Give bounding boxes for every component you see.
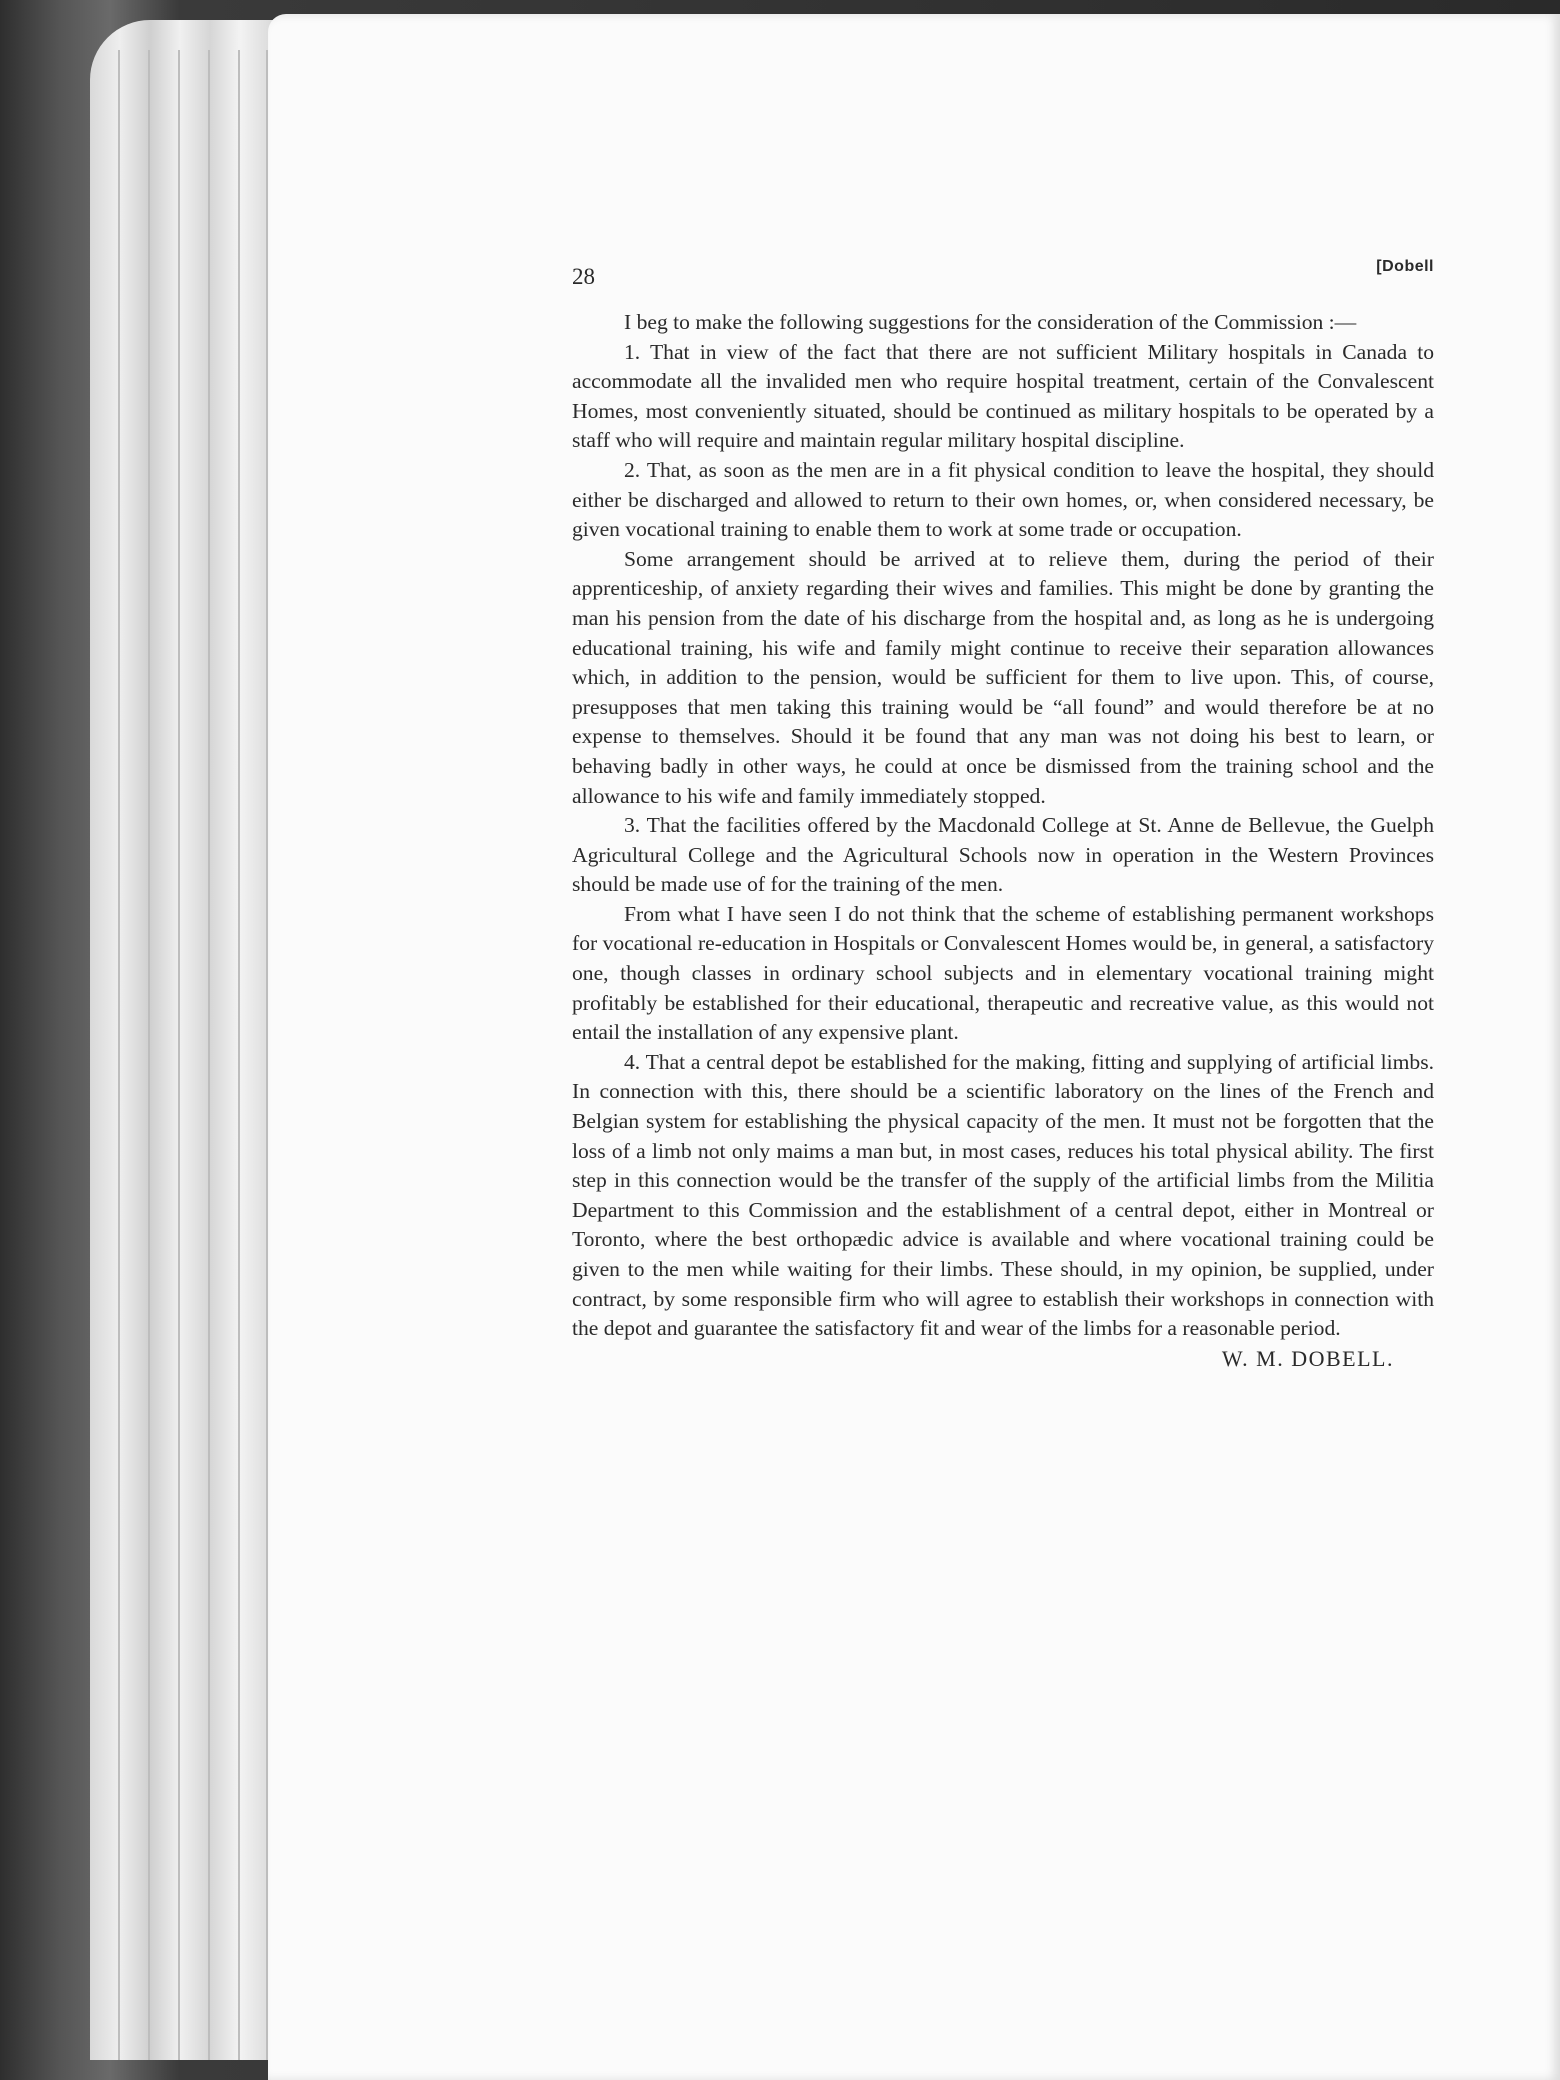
running-head: [Dobell <box>1376 258 1434 275</box>
page-header <box>572 252 1434 308</box>
paragraph-suggestion-3: 3. That the facilities offered by the Macdonald College at St. Anne de Bellevue, the Guelph Agricultural College and the Agricultural Schools now in operation in the Western Provinces should be made use of for the training of the men. <box>572 813 1434 897</box>
paragraph-arrangement: Some arrangement should be arrived at to relieve them, during the period of their apprenticeship, of anxiety regarding their wives and families. This might be done by granting the man his pension from the date of his discharge from the hospital and, as long as he is undergoing educational training, his wife and family might continue to receive their separation allowances which, in addition to the pension, would be sufficient for them to live upon. This, of course, presupposes that men taking this training would be “all found” and would therefore be at no expense to themselves. Should it be found that any man was not doing his best to learn, or behaving badly in other ways, he could at once be dismissed from the training school and the allowance to his wife and family immediately stopped. <box>572 546 1434 808</box>
page-text-block <box>572 252 1434 1372</box>
paragraph-workshops: From what I have seen I do not think that the scheme of establishing permanent workshops for vocational re-education in Hospitals or Convalescent Homes would be, in general, a satisfactory one, though classes in ordinary school subjects and in elementary vocational training might profitably be established for their educational, therapeutic and recreative value, as this would not entail the installation of any expensive plant. <box>572 901 1434 1045</box>
paragraph-suggestion-2: 2. That, as soon as the men are in a fit physical condition to leave the hospital, they should either be discharged and allowed to return to their own homes, or, when considered necessary, be given vocational training to enable them to work at some trade or occupation. <box>572 457 1434 542</box>
paragraph-intro: I beg to make the following suggestions for the consideration of the Commission :— <box>624 310 1357 334</box>
page-number: 28 <box>572 264 595 289</box>
paragraph-suggestion-1: 1. That in view of the fact that there are not sufficient Military hospitals in Canada to accommodate all the invalided men who require hospital treatment, certain of the Convalescent Homes, most conveniently situated, should be continued as military hospitals to be operated by a staff who will require and maintain regular military hospital discipline. <box>572 339 1434 453</box>
paragraph-suggestion-4: 4. That a central depot be established for the making, fitting and supplying of artificial limbs. In connection with this, there should be a scientific laboratory on the lines of the French and Belgian system for establishing the physical capacity of the men. It must not be forgotten that the loss of a limb not only maims a man but, in most cases, reduces his total physical ability. The first step in this connection would be the transfer of the supply of the artificial limbs from the Militia Department to this Commission and the establishment of a central depot, either in Montreal or Toronto, where the best orthopædic advice is available and where vocational training could be given to the men while waiting for their limbs. These should, in my opinion, be supplied, under contract, by some responsible firm who will agree to establish their workshops in connection with the depot and guarantee the satisfactory fit and wear of the limbs for a reasonable period. <box>572 1049 1434 1341</box>
signature: W. M. DOBELL. <box>1221 1345 1394 1371</box>
